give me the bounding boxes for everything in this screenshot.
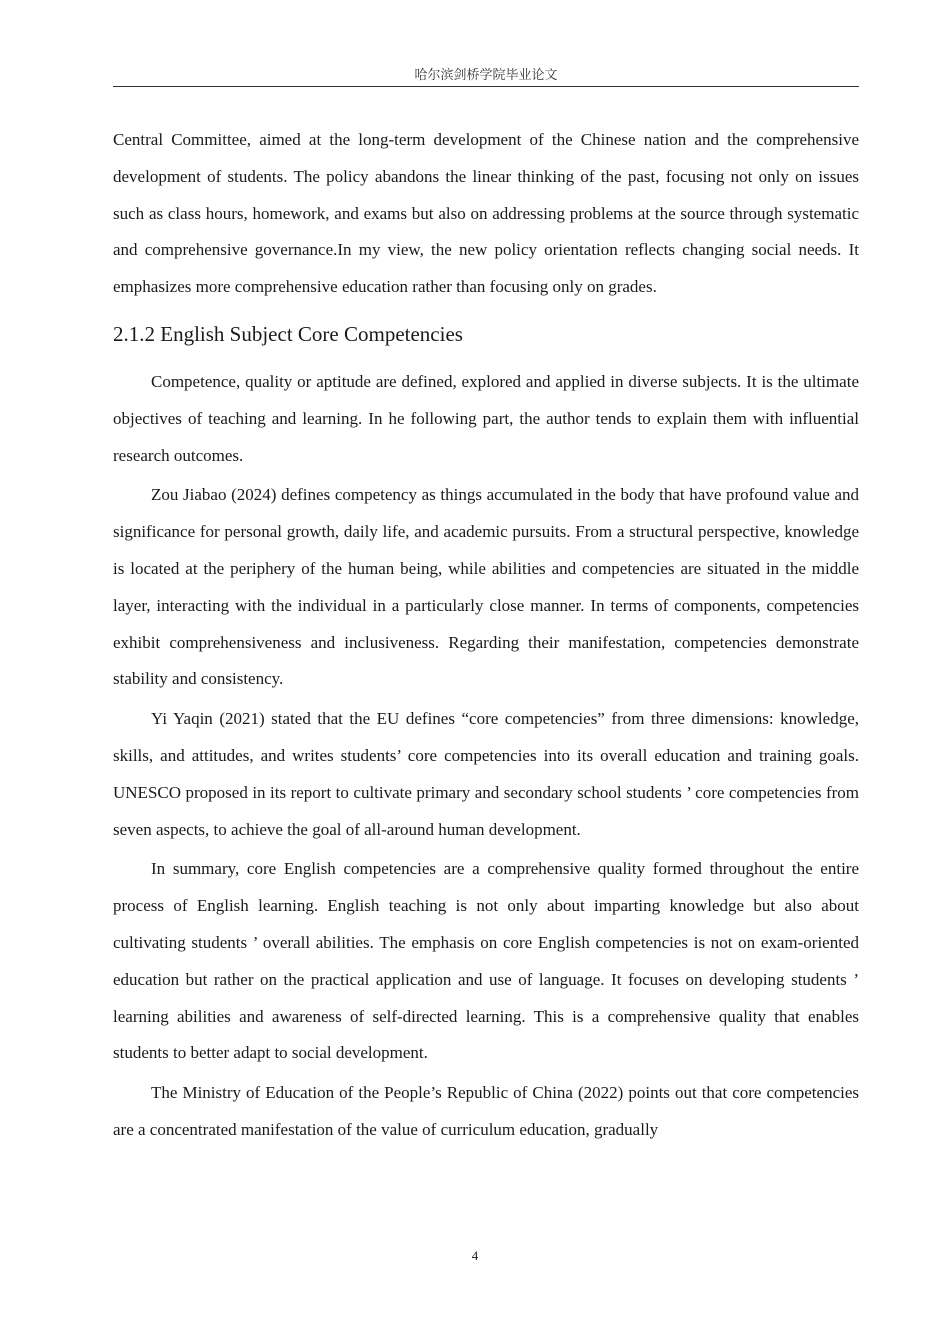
section-heading: 2.1.2 English Subject Core Competencies [113,321,463,346]
body-paragraph: Competence, quality or aptitude are defined, explored and applied in diverse subjects. It is the ultimate objectives of teaching and learning. In he following part, the author tends to explain them with influential research outcomes. [113,371,859,465]
body-paragraph: In summary, core English competencies are a comprehensive quality formed throughout the entire process of English learning. English teaching is not only about imparting knowledge but also about cultivating students ’ overall abilities. The emphasis on core English competencies is not on exam-oriented education but rather on the practical application and use of language. It focuses on developing students ’ learning abilities and awareness of self-directed learning. This is a comprehensive quality that enables students to better adapt to social development. [113,859,859,1063]
page-number: 4 [471,1248,479,1263]
page-body [113,122,859,1149]
body-paragraph: Yi Yaqin (2021) stated that the EU defines “core competencies” from three dimensions: knowledge, skills, and attitudes, and writes students’ core competencies into its overall education and training goals. UNESCO proposed in its report to cultivate primary and secondary school students ’ core competencies from seven aspects, to achieve the goal of all-around human development. [113,709,859,839]
body-paragraph: Zou Jiabao (2024) defines competency as things accumulated in the body that have profound value and significance for personal growth, daily life, and academic pursuits. From a structural perspective, knowledge is located at the periphery of the human being, while abilities and competencies are situated in the middle layer, interacting with the individual in a particularly close manner. In terms of components, competencies exhibit comprehensiveness and inclusiveness. Regarding their manifestation, competencies demonstrate stability and consistency. [113,485,859,689]
body-paragraph: The Ministry of Education of the People’s Republic of China (2022) points out that core competencies are a concentrated manifestation of the value of curriculum education, gradually [113,1083,859,1139]
page-header: 哈尔滨剑桥学院毕业论文 [113,64,859,87]
body-paragraph: Central Committee, aimed at the long-term development of the Chinese nation and the comprehensive development of students. The policy abandons the linear thinking of the past, focusing not only on issues such as class hours, homework, and exams but also on addressing problems at the source through systematic and comprehensive governance.In my view, the new policy orientation reflects changing social needs. It emphasizes more comprehensive education rather than focusing only on grades. [113,130,859,297]
